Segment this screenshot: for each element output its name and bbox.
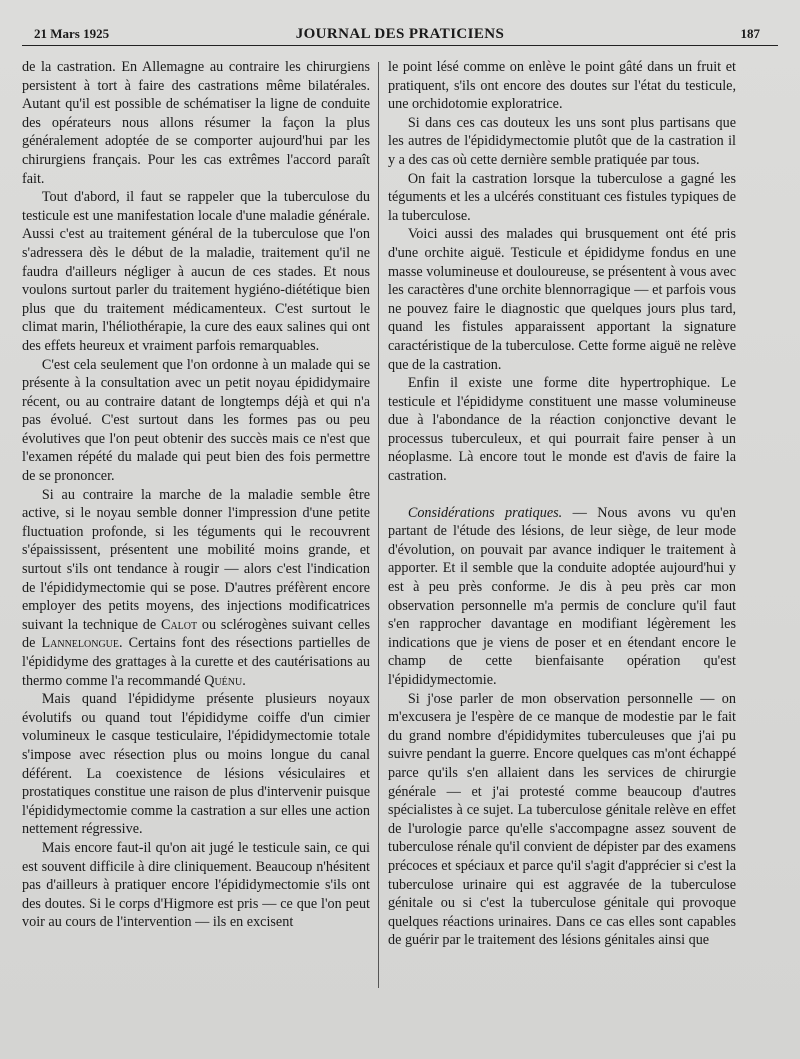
left-p4-part-b: ou sclérogènes suivant celles de: [22, 616, 370, 652]
left-paragraph-4: [22, 486, 370, 691]
header-page-number: 187: [740, 26, 760, 41]
left-paragraph-6: Mais encore faut-il qu'on ait jugé le testicule sain, ce qui est souvent difficile à dire cliniquement. Beaucoup n'hésitent pas d'ailleurs à pratiquer encore l'épididymectomie s'ils ont des doutes. Si le corps d'Higmore est pris — ce que l'on peut voir au cours de l'intervention — ils en excisent: [22, 839, 370, 931]
column-divider: [378, 62, 379, 988]
right-paragraph-5: Enfin il existe une forme dite hypertrophique. Le testicule et l'épididyme constituent une masse volumineuse due à l'abondance de la réaction conjonctive devant le processus tuberculeux, et qui pourrait faire penser à un néoplasme. Là encore tout le monde est d'avis de faire la castration.: [388, 375, 736, 485]
left-column: [22, 58, 370, 932]
left-p4-part-c: . Certains font des résections partielles de l'épididyme des grattages à la curette et des cautérisations au thermo comme l'a recommandé: [22, 635, 370, 689]
right-paragraph-6: [388, 504, 736, 690]
header-date: 21 Mars 1925: [34, 26, 110, 41]
right-column: [388, 58, 736, 950]
left-p4-part-a: Si au contraire la marche de la maladie semble être active, si le noyau semble donner l'impression d'une petite fluctuation profonde, si les téguments qui le recouvrent s'épaississent, présentent une mobilité moins grande, et surtout s'ils ont tendance à rougir — alors c'est l'indication de l'épididymectomie qui se pose. D'autres préfèrent encore employer des petits moyens, des injections modificatrices suivant la technique de: [22, 486, 370, 633]
left-paragraph-5: Mais quand l'épididyme présente plusieurs noyaux évolutifs ou quand tout l'épididyme coiffe d'un cimier volumineux le casque testiculaire, l'épididymectomie totale s'impose avec résection plus ou moins longue du canal déférent. La coexistence de lésions vésiculaires et prostatiques constitue une raison de plus d'intervenir puisque l'épididymectomie comme la castration a sur elles une action nettement régressive.: [22, 691, 370, 838]
left-paragraph-1: de la castration. En Allemagne au contraire les chirurgiens persistent à tort à faire des castrations même bilatérales. Autant qu'il est possible de schématiser la ligne de conduite des opérateurs nous allons résumer la façon la plus généralement adoptée de se comporter aujourd'hui par les chirurgiens français. Pour les cas extrêmes l'accord paraît fait.: [22, 59, 370, 187]
right-p6-body: — Nous avons vu qu'en partant de l'étude des lésions, de leur siège, de leur mode d'évolution, on pouvait par avance indiquer le traitement à apporter. Et il semble que la conduite adoptée aujourd'hui y est à peu près conforme. Je dis à peu près car mon observation personnelle m'a permis de conclure qu'il faut s'en rapprocher davantage en modifiant légèrement les indications que je viens de poser et en étendant encore le champ de cette bienfaisante opération qu'est l'épididymectomie.: [388, 504, 736, 688]
section-heading-considerations: Considérations pratiques.: [407, 504, 563, 521]
author-lannelongue: Lannelongue: [41, 635, 119, 652]
page-header: [0, 26, 800, 46]
right-paragraph-4: Voici aussi des malades qui brusquement ont été pris d'une orchite aiguë. Testicule et épididyme fondus en une masse volumineuse et douloureuse, se présentent à vous avec les caractères d'une orchite blennorragique — et parfois vous ne pouvez faire le diagnostic que quelques jours plus tard, quand les fistules apparaissent apportant la signature caractéristique de la tuberculose. Cette forme aiguë ne relève que de la castration.: [388, 226, 736, 373]
header-journal-title: JOURNAL DES PRATICIENS: [295, 26, 505, 42]
right-paragraph-2: Si dans ces cas douteux les uns sont plus partisans que les autres de l'épididymectomie plutôt que de la castration il y a des cas où cette dernière semble pratiquée par tous.: [388, 114, 736, 168]
right-paragraph-3: On fait la castration lorsque la tuberculose a gagné les téguments et les a ulcérés constituant ces fistules typiques de la tuberculose.: [388, 170, 736, 224]
header-rule: [22, 45, 778, 46]
right-paragraph-7: Si j'ose parler de mon observation personnelle — on m'excusera je l'espère de ce manque de modestie par le fait du grand nombre d'épididymites tuberculeuses que j'ai pu suivre pendant la guerre. Encore quelques cas m'ont échappé parce qu'ils s'en allaient dans les services de chirurgie générale — et j'ai protesté comme beaucoup d'autres spécialistes à ce sujet. La tuberculose génitale relève en effet de l'urologie parce qu'elle s'accompagne assez souvent de tuberculose rénale qu'il convient de dépister par des examens précoces et spéciaux et parce qu'il s'agit d'apprécier si c'est la tuberculose urinaire qui est aggravée de la tuberculose génitale ou si c'est la tuberculose génitale qui provoque quelques réactions urinaires. Dans ce cas elles sont capables de guérir par le traitement des lésions génitales ainsi que: [388, 690, 736, 949]
left-paragraph-2: Tout d'abord, il faut se rappeler que la tuberculose du testicule est une manifestation locale d'une maladie générale. Aussi c'est au traitement général de la tuberculose que l'on s'adressera dès le début de la maladie, traitement qu'il ne faudra d'ailleurs négliger à aucun de ces stades. Et nous voulons surtout parler du traitement hygiéno-diététique bien plus que du traitement médicamenteux. C'est surtout le climat marin, l'héliothérapie, la cure des eaux salines qui ont des effets heureux et vraiment parfois remarquables.: [22, 189, 370, 354]
left-p4-part-d: .: [242, 672, 246, 689]
left-paragraph-3: C'est cela seulement que l'on ordonne à un malade qui se présente à la consultation avec un petit noyau épididymaire récent, ou au contraire datant de longtemps déjà et qui n'a pas évolué. C'est surtout dans les formes pas ou peu évolutives que l'on peut obtenir des succès mais ce n'est que l'examen répété du malade qui peut bien des fois permettre de se prononcer.: [22, 356, 370, 485]
author-quenu: Quénu: [204, 672, 243, 689]
author-calot: Calot: [161, 616, 198, 633]
right-paragraph-1: le point lésé comme on enlève le point gâté dans un fruit et pratiquent, s'ils ont encore des doutes sur l'état du testicule, une orchidotomie exploratrice.: [388, 59, 736, 113]
